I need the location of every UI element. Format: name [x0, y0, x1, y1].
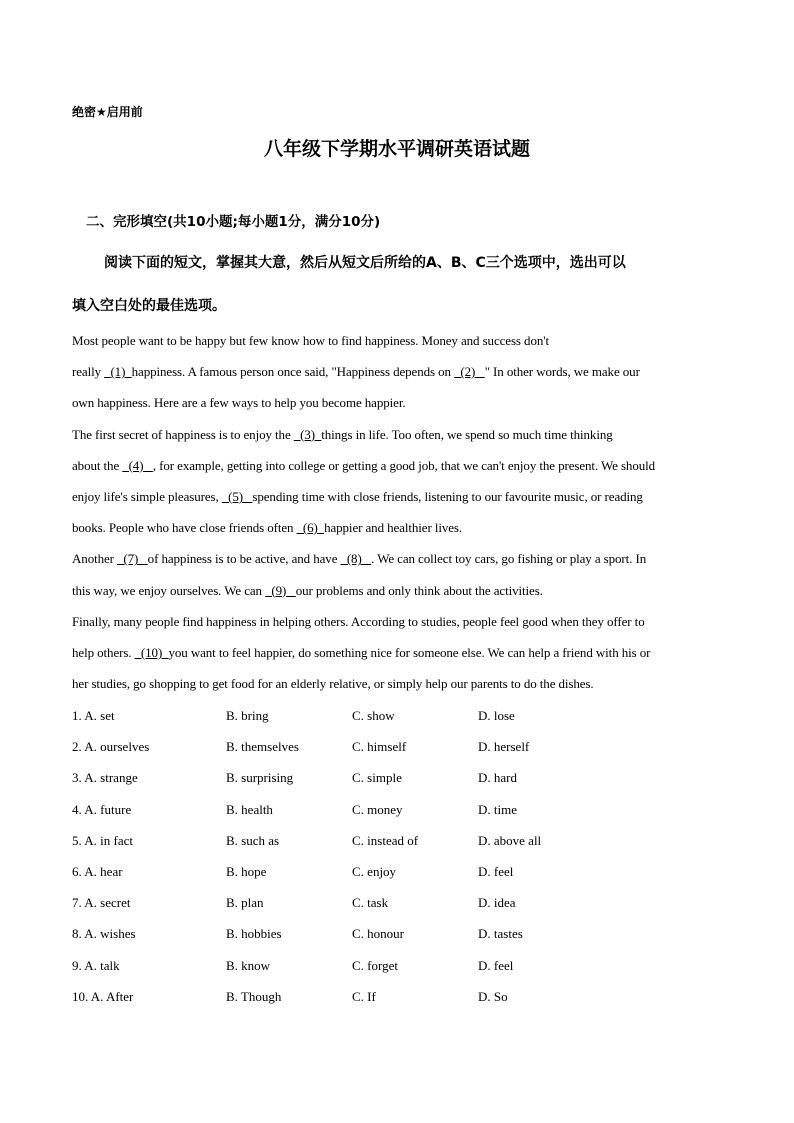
passage-text: enjoy life's simple pleasures,	[72, 489, 222, 504]
option-a: 4. A. future	[72, 801, 132, 817]
option-d: D. above all	[478, 832, 542, 848]
passage-line	[72, 333, 549, 349]
blank: (2)	[454, 364, 485, 380]
passage-text: this way, we enjoy ourselves. We can	[72, 582, 266, 598]
option-c: C. himself	[352, 739, 407, 755]
option-a: 10. A. After	[72, 988, 134, 1004]
passage-line	[72, 551, 646, 567]
option-b: B. such as	[226, 832, 280, 848]
passage-line	[72, 489, 643, 505]
passage-line	[72, 395, 406, 411]
option-b: B. hope	[226, 864, 267, 879]
option-b: B. know	[226, 957, 271, 973]
option-a: 9. A. talk	[72, 957, 120, 973]
option-a: 2. A. ourselves	[72, 739, 150, 755]
option-c: C. task	[352, 895, 389, 911]
passage-text: help others.	[72, 645, 135, 660]
option-c: C. honour	[352, 926, 404, 942]
blank: (9)	[265, 582, 296, 598]
passage-text: of happiness is to be active, and have	[147, 551, 341, 567]
option-d: D. tastes	[478, 926, 523, 942]
blank: (1)	[104, 364, 132, 380]
passage-text: happier and healthier lives.	[324, 520, 463, 536]
section-heading: 二、完形填空(共10小题;每小题1分，满分10分)	[86, 214, 381, 230]
passage-text: The first secret of happiness is to enjoy the	[72, 426, 294, 442]
passage-text: you want to feel happier, do something nice for someone else. We can help a friend with his or	[168, 645, 651, 660]
blank: (10)	[134, 645, 169, 660]
passage-text: spending time with close friends, listening to our favourite music, or reading	[252, 489, 643, 504]
page-title: 八年级下学期水平调研英语试题	[263, 138, 530, 160]
option-d: D. lose	[478, 708, 515, 723]
option-d: D. idea	[478, 895, 516, 911]
option-b: B. health	[226, 801, 273, 817]
option-a: 5. A. in fact	[72, 832, 134, 848]
passage-line	[72, 427, 613, 443]
option-b: B. surprising	[226, 770, 294, 786]
option-c: C. instead of	[352, 832, 419, 848]
option-d: D. hard	[478, 770, 517, 786]
passage-text: Finally, many people find happiness in helping others. According to studies, people feel good when they offer to	[72, 613, 645, 629]
blank: (5)	[221, 489, 253, 504]
option-a: 8. A. wishes	[72, 926, 136, 942]
option-c: C. enjoy	[352, 864, 397, 879]
passage-text: really	[72, 364, 105, 380]
instruction-line-1: 阅读下面的短文，掌握其大意，然后从短文后所给的A、B、C三个选项中，选出可以	[104, 255, 626, 271]
instruction-line-2: 填入空白处的最佳选项。	[72, 298, 226, 314]
passage-text: her studies, go shopping to get food for an elderly relative, or simply help our parents to do the dishes.	[72, 676, 594, 692]
option-a: 6. A. hear	[72, 864, 123, 879]
passage-text: happiness. A famous person once said, "Happiness depends on	[131, 364, 455, 380]
option-d: D. feel	[478, 864, 514, 879]
option-b: B. plan	[226, 895, 264, 911]
passage-line	[72, 676, 594, 692]
blank: (8)	[340, 551, 372, 567]
passage-text: Most people want to be happy but few know how to find happiness. Money and success don't	[72, 333, 549, 348]
passage-line	[72, 520, 462, 536]
blank: (6)	[296, 520, 325, 536]
passage-text: " In other words, we make our	[484, 364, 640, 380]
passage-text: books. People who have close friends often	[72, 520, 297, 536]
option-c: C. forget	[352, 957, 398, 973]
option-b: B. Though	[226, 988, 282, 1004]
option-b: B. hobbies	[226, 926, 282, 942]
option-d: D. herself	[478, 739, 530, 755]
option-a: 3. A. strange	[72, 770, 138, 786]
option-d: D. time	[478, 801, 517, 817]
option-d: D. So	[478, 988, 508, 1004]
passage-text: things in life. Too often, we spend so much time thinking	[321, 426, 613, 442]
confidential-label: 绝密★启用前	[72, 105, 143, 119]
passage-line	[72, 614, 645, 630]
option-c: C. show	[352, 708, 395, 723]
blank: (3)	[293, 426, 322, 442]
passage-text: , for example, getting into college or getting a good job, that we can't enjoy the present. We should	[152, 457, 656, 473]
option-c: C. money	[352, 801, 403, 817]
passage-line	[72, 583, 543, 599]
passage-text: about the	[72, 457, 123, 473]
option-c: C. simple	[352, 770, 402, 786]
option-a: 1. A. set	[72, 708, 115, 723]
option-d: D. feel	[478, 957, 514, 973]
passage-text: Another	[72, 551, 118, 567]
option-c: C. If	[352, 988, 376, 1004]
option-b: B. bring	[226, 708, 269, 723]
passage-line	[72, 458, 655, 474]
blank: (4)	[122, 457, 153, 473]
option-b: B. themselves	[226, 739, 299, 755]
passage-text: our problems and only think about the activities.	[295, 582, 543, 598]
passage-line	[72, 645, 650, 661]
passage-text: own happiness. Here are a few ways to help you become happier.	[72, 395, 406, 411]
option-a: 7. A. secret	[72, 895, 131, 911]
blank: (7)	[117, 551, 148, 567]
passage-line	[72, 364, 640, 380]
passage-text: . We can collect toy cars, go fishing or play a sport. In	[371, 551, 647, 567]
